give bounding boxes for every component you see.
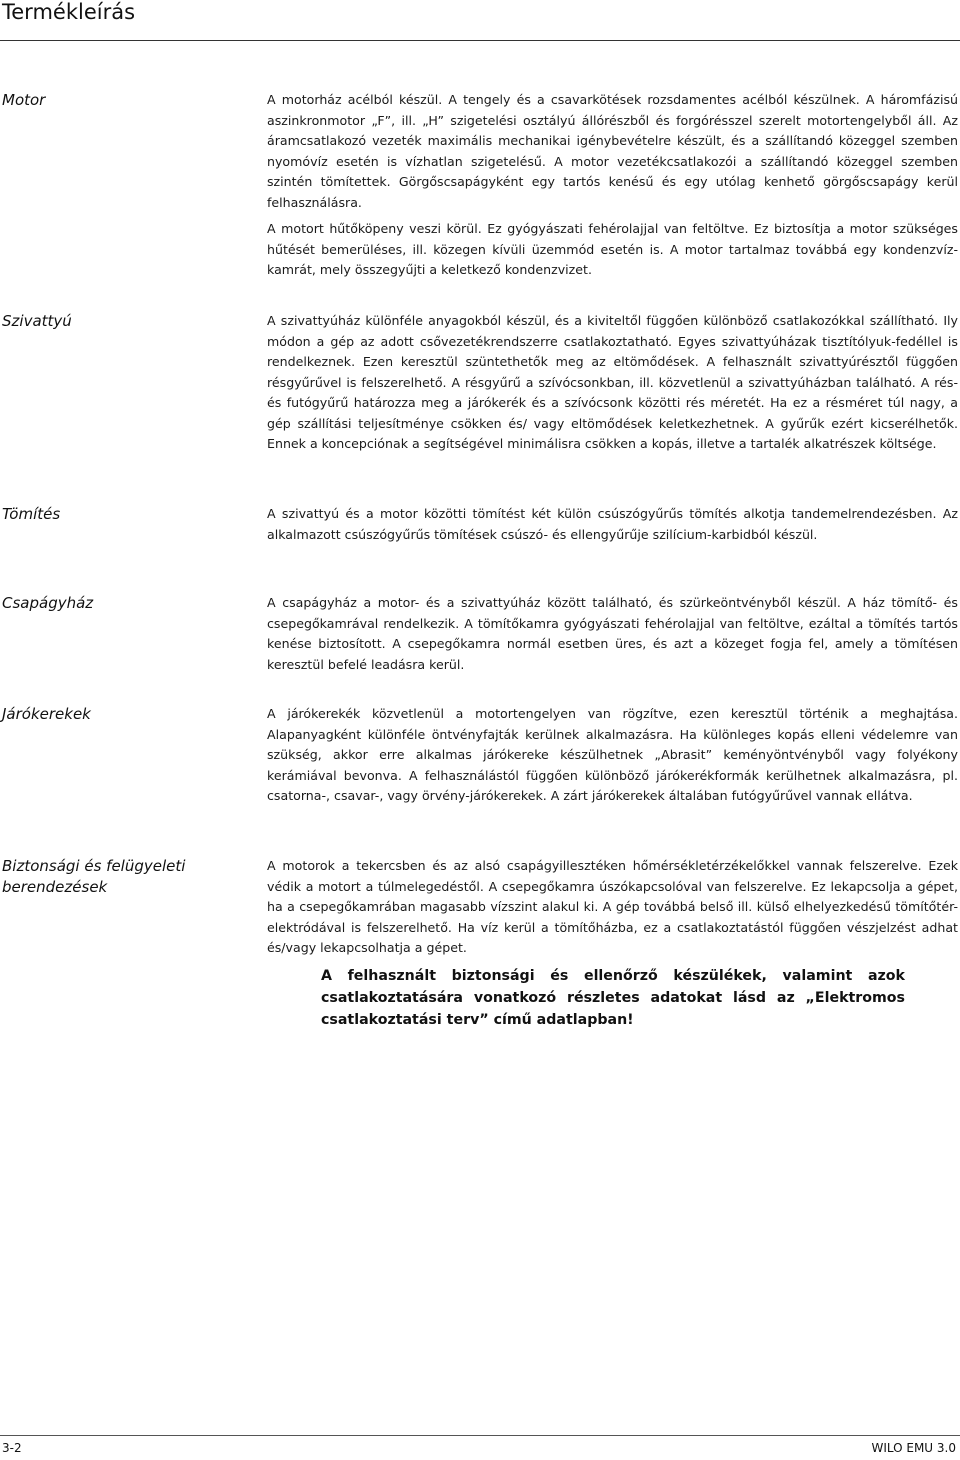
section-label: Járókerekek — [2, 705, 91, 723]
title-divider — [0, 40, 960, 41]
paragraph: A motorház acélból készül. A tengely és a csavarkötések rozsdamentes acélból készülnek. A háromfázisú aszinkronmotor „F”, ill. „H” szigetelési osztályú állórészből és forgórésszel szerelt motortengelyből áll. Az áramcsatlakozó vezeték maximális mechanikai igénybevételre készült, és a szállítandó közeggel szemben nyomóvíz esetén is vízhatlan szigetelésű. A motor vezetékcsatlakozói a szállítandó közeggel szemben szintén tömítettek. Görgőscsapágyként egy tartós kenésű és egy utólag kenhető görgőscsapágy kerül felhasználásra. — [267, 92, 958, 210]
paragraph: A motort hűtőköpeny veszi körül. Ez gyógyászati fehérolajjal van feltöltve. Ez biztosítja a motor szükséges hűtését bemerüléses, ill. közegen kívüli üzemmód esetén is. A motor tartalmaz továbbá egy kondenzvíz-kamrát, mely összegyűjti a keletkező kondenzvizet. — [267, 221, 958, 277]
section-label: Csapágyház — [2, 594, 94, 612]
paragraph: A csapágyház a motor- és a szivattyúház között található, és szürkeöntvényből készül. A ház tömítő- és csepegőkamrával rendelkezik. A tömítőkamra gyógyászati fehérolajjal van feltöltve, ezáltal a tömítés tartós kenése biztosított. A csepegőkamra normál esetben üres, és azt a közeget fogja fel, amely a tömítésen keresztül befelé leadásra kerül. — [267, 595, 958, 672]
page-title: Termékleírás — [2, 0, 136, 24]
section-label: Biztonsági és felügyeleti berendezések — [2, 857, 186, 896]
section-body — [267, 311, 958, 455]
section-label: Szivattyú — [2, 312, 72, 330]
section-label: Tömítés — [2, 505, 61, 523]
section-body — [267, 856, 958, 1031]
section-body — [267, 593, 958, 675]
paragraph: A szivattyú és a motor közötti tömítést két külön csúszógyűrűs tömítés alkotja tandemelrendezésben. Az alkalmazott csúszógyűrűs tömítések csúszó- és ellengyűrűje szilícium-karbidból készül. — [267, 506, 958, 542]
section-label: Motor — [2, 91, 46, 109]
section-body — [267, 504, 958, 545]
paragraph: A motorok a tekercsben és az alsó csapágyillesztéken hőmérsékletérzékelőkkel vannak felszerelve. Ezek védik a motort a túlmelegedéstől. A csepegőkamra úszókapcsolóval van felszerelve. Ez lekapcsolja a gépet, ha a csepegőkamrában magasabb vízszint alakul ki. A gép továbbá belső ill. külső elhelyezkedésű tömítőtér-elektródával is felszerelhető. Ha víz kerül a tömítőházba, ez a csatlakoztatástól függően vészjelzést adhat és/vagy lekapcsolhatja a gépet. — [267, 858, 958, 955]
paragraph: A járókerekék közvetlenül a motortengelyen van rögzítve, ezen keresztül történik a meghajtása. Alapanyagként különféle öntvényfajták kerülnek alkalmazásra. Ha különleges kopás elleni védelemre van szükség, akkor erre alkalmas járókereke készülhetnek „Abrasit” keményöntvényből vagy folyékony kerámiával bevonva. A felhasználástól függően különböző járókerékformák kerülhetnek alkalmazásra, pl. csatorna-, csavar-, vagy örvény-járókerekek. A zárt járókerekek általában futógyűrűvel vannak ellátva. — [267, 706, 958, 803]
document-name: WILO EMU 3.0 — [871, 1441, 956, 1455]
footer-divider — [0, 1435, 960, 1436]
page-number: 3-2 — [2, 1441, 22, 1455]
section-body — [267, 90, 958, 281]
notice-text: A felhasznált biztonsági és ellenőrző készülékek, valamint azok csatlakoztatására vonatkozó részletes adatokat lásd az „Elektromos csatlakoztatási terv” című adatlapban! — [321, 967, 905, 1028]
section-body — [267, 704, 958, 807]
paragraph: A szivattyúház különféle anyagokból készül, és a kiviteltől függően különböző csatlakozókkal szállítható. Ily módon a gép az adott csővezetékrendszerre csatlakoztatható. Egyes szivattyúházak tisztítólyuk-fedéllel is rendelkeznek. Ezen keresztül szüntethetők meg az eltömődések. A felhasznált szivattyúrésztől függően résgyűrűvel is felszerelhető. A résgyűrű a szívócsonkban, ill. közvetlenül a szivattyúházban található. A rés- és futógyűrű határozza meg a járókerék és a szívócsonk közötti rés méretét. Ha ez a résméret túl nagy, a gép szállítási teljesítménye csökken és/ vagy eltömődések keletkezhetnek. A gyűrűk ezért kicserélhetők. Ennek a koncepciónak a segítségével minimálisra csökken a kopás, illetve a tartalék alkatrészek költsége. — [267, 313, 958, 451]
